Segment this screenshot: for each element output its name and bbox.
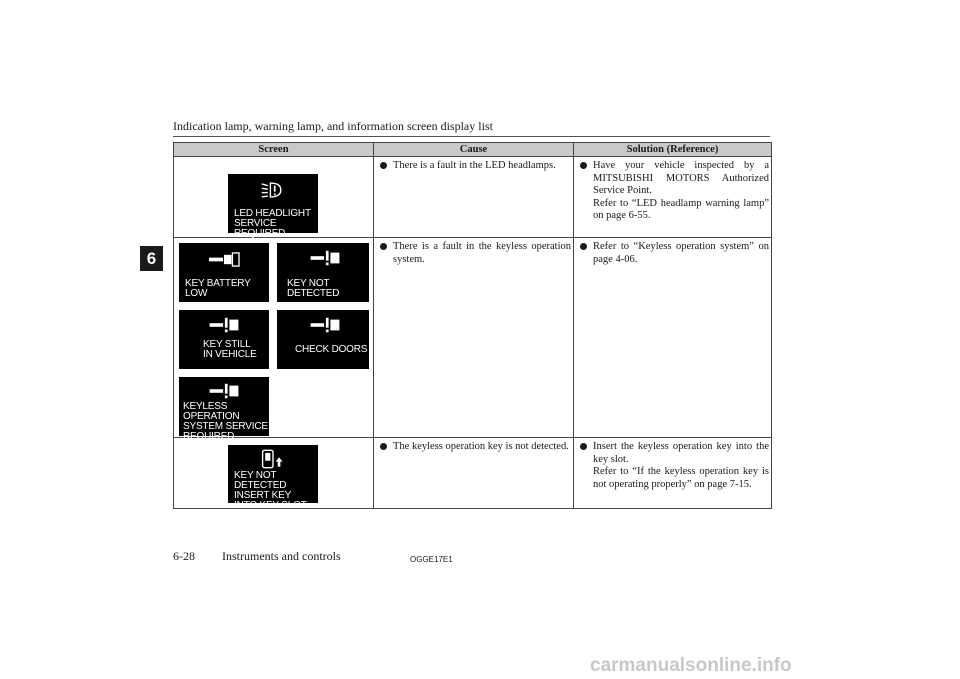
display-screen [277, 310, 369, 369]
key-slot-icon [260, 448, 286, 470]
bullet-icon [380, 162, 387, 169]
bullet-icon [580, 243, 587, 250]
solution-text: Insert the keyless operation key into the key slot. [593, 441, 769, 465]
bullet-icon [580, 162, 587, 169]
document-code: OGGE17E1 [410, 555, 453, 564]
cause-text: There is a fault in the keyless operation system. [393, 241, 571, 265]
display-screen-text: KEYLESS OPERATION SYSTEM SERVICE REQUIRED [183, 401, 268, 442]
solution-text: Have your vehicle inspected by a MITSUBISHI MOTORS Authorized Service Point. [593, 160, 769, 196]
solution-cell [574, 238, 772, 438]
table-row [174, 157, 772, 238]
screen-cell [174, 157, 374, 238]
table-row [174, 238, 772, 438]
screen-cell [174, 438, 374, 509]
page-number: 6-28 [173, 549, 195, 563]
solution-cell [574, 438, 772, 509]
screen-cell [174, 238, 374, 442]
column-header-screen: Screen [174, 143, 374, 157]
bullet-icon [580, 443, 587, 450]
cause-cell [374, 438, 574, 509]
key-warning-icon [309, 316, 341, 334]
column-header-cause: Cause [374, 143, 574, 157]
key-warning-icon [208, 382, 240, 400]
solution-reference: Refer to “LED headlamp warning lamp” on page 6-55. [593, 197, 769, 221]
solution-reference: Refer to “If the keyless operation key is not operating properly” on page 7-15. [593, 466, 769, 490]
display-screen [277, 243, 369, 302]
page-header: Indication lamp, warning lamp, and information screen display list [173, 119, 493, 133]
led-headlight-icon [260, 180, 286, 200]
table-header-row [174, 143, 772, 157]
watermark: carmanualsonline.info [590, 655, 792, 676]
bullet-icon [380, 243, 387, 250]
cause-text: The keyless operation key is not detected. [393, 441, 569, 452]
key-warning-icon [208, 316, 240, 334]
cause-cell [374, 157, 574, 238]
bullet-icon [380, 443, 387, 450]
display-list-table [173, 142, 772, 509]
solution-text: Refer to “Keyless operation system” on page 4-06. [593, 241, 769, 265]
display-screen [228, 445, 318, 511]
display-screen [179, 310, 269, 369]
column-header-solution: Solution (Reference) [574, 143, 772, 157]
cause-text: There is a fault in the LED headlamps. [393, 160, 556, 171]
key-warning-icon [309, 249, 341, 267]
display-screen-text: CHECK DOORS [295, 344, 368, 355]
display-screen [179, 377, 269, 442]
display-screen-text: LED HEADLIGHT SERVICE REQUIRED [234, 208, 311, 239]
solution-cell [574, 157, 772, 238]
display-screen [228, 174, 318, 239]
display-screen-text: KEY BATTERY LOW [185, 278, 251, 299]
display-screen-text: KEY NOT DETECTED [287, 278, 340, 299]
display-screen-text: KEY STILL IN VEHICLE [203, 339, 257, 360]
display-screen-text: KEY NOT DETECTED INSERT KEY INTO KEY SLOT [234, 470, 307, 511]
table-row [174, 438, 772, 509]
header-rule [173, 136, 770, 137]
section-name: Instruments and controls [222, 549, 341, 563]
cause-cell [374, 238, 574, 438]
chapter-tab: 6 [140, 246, 163, 271]
key-battery-icon [208, 252, 240, 267]
display-screen [179, 243, 269, 302]
